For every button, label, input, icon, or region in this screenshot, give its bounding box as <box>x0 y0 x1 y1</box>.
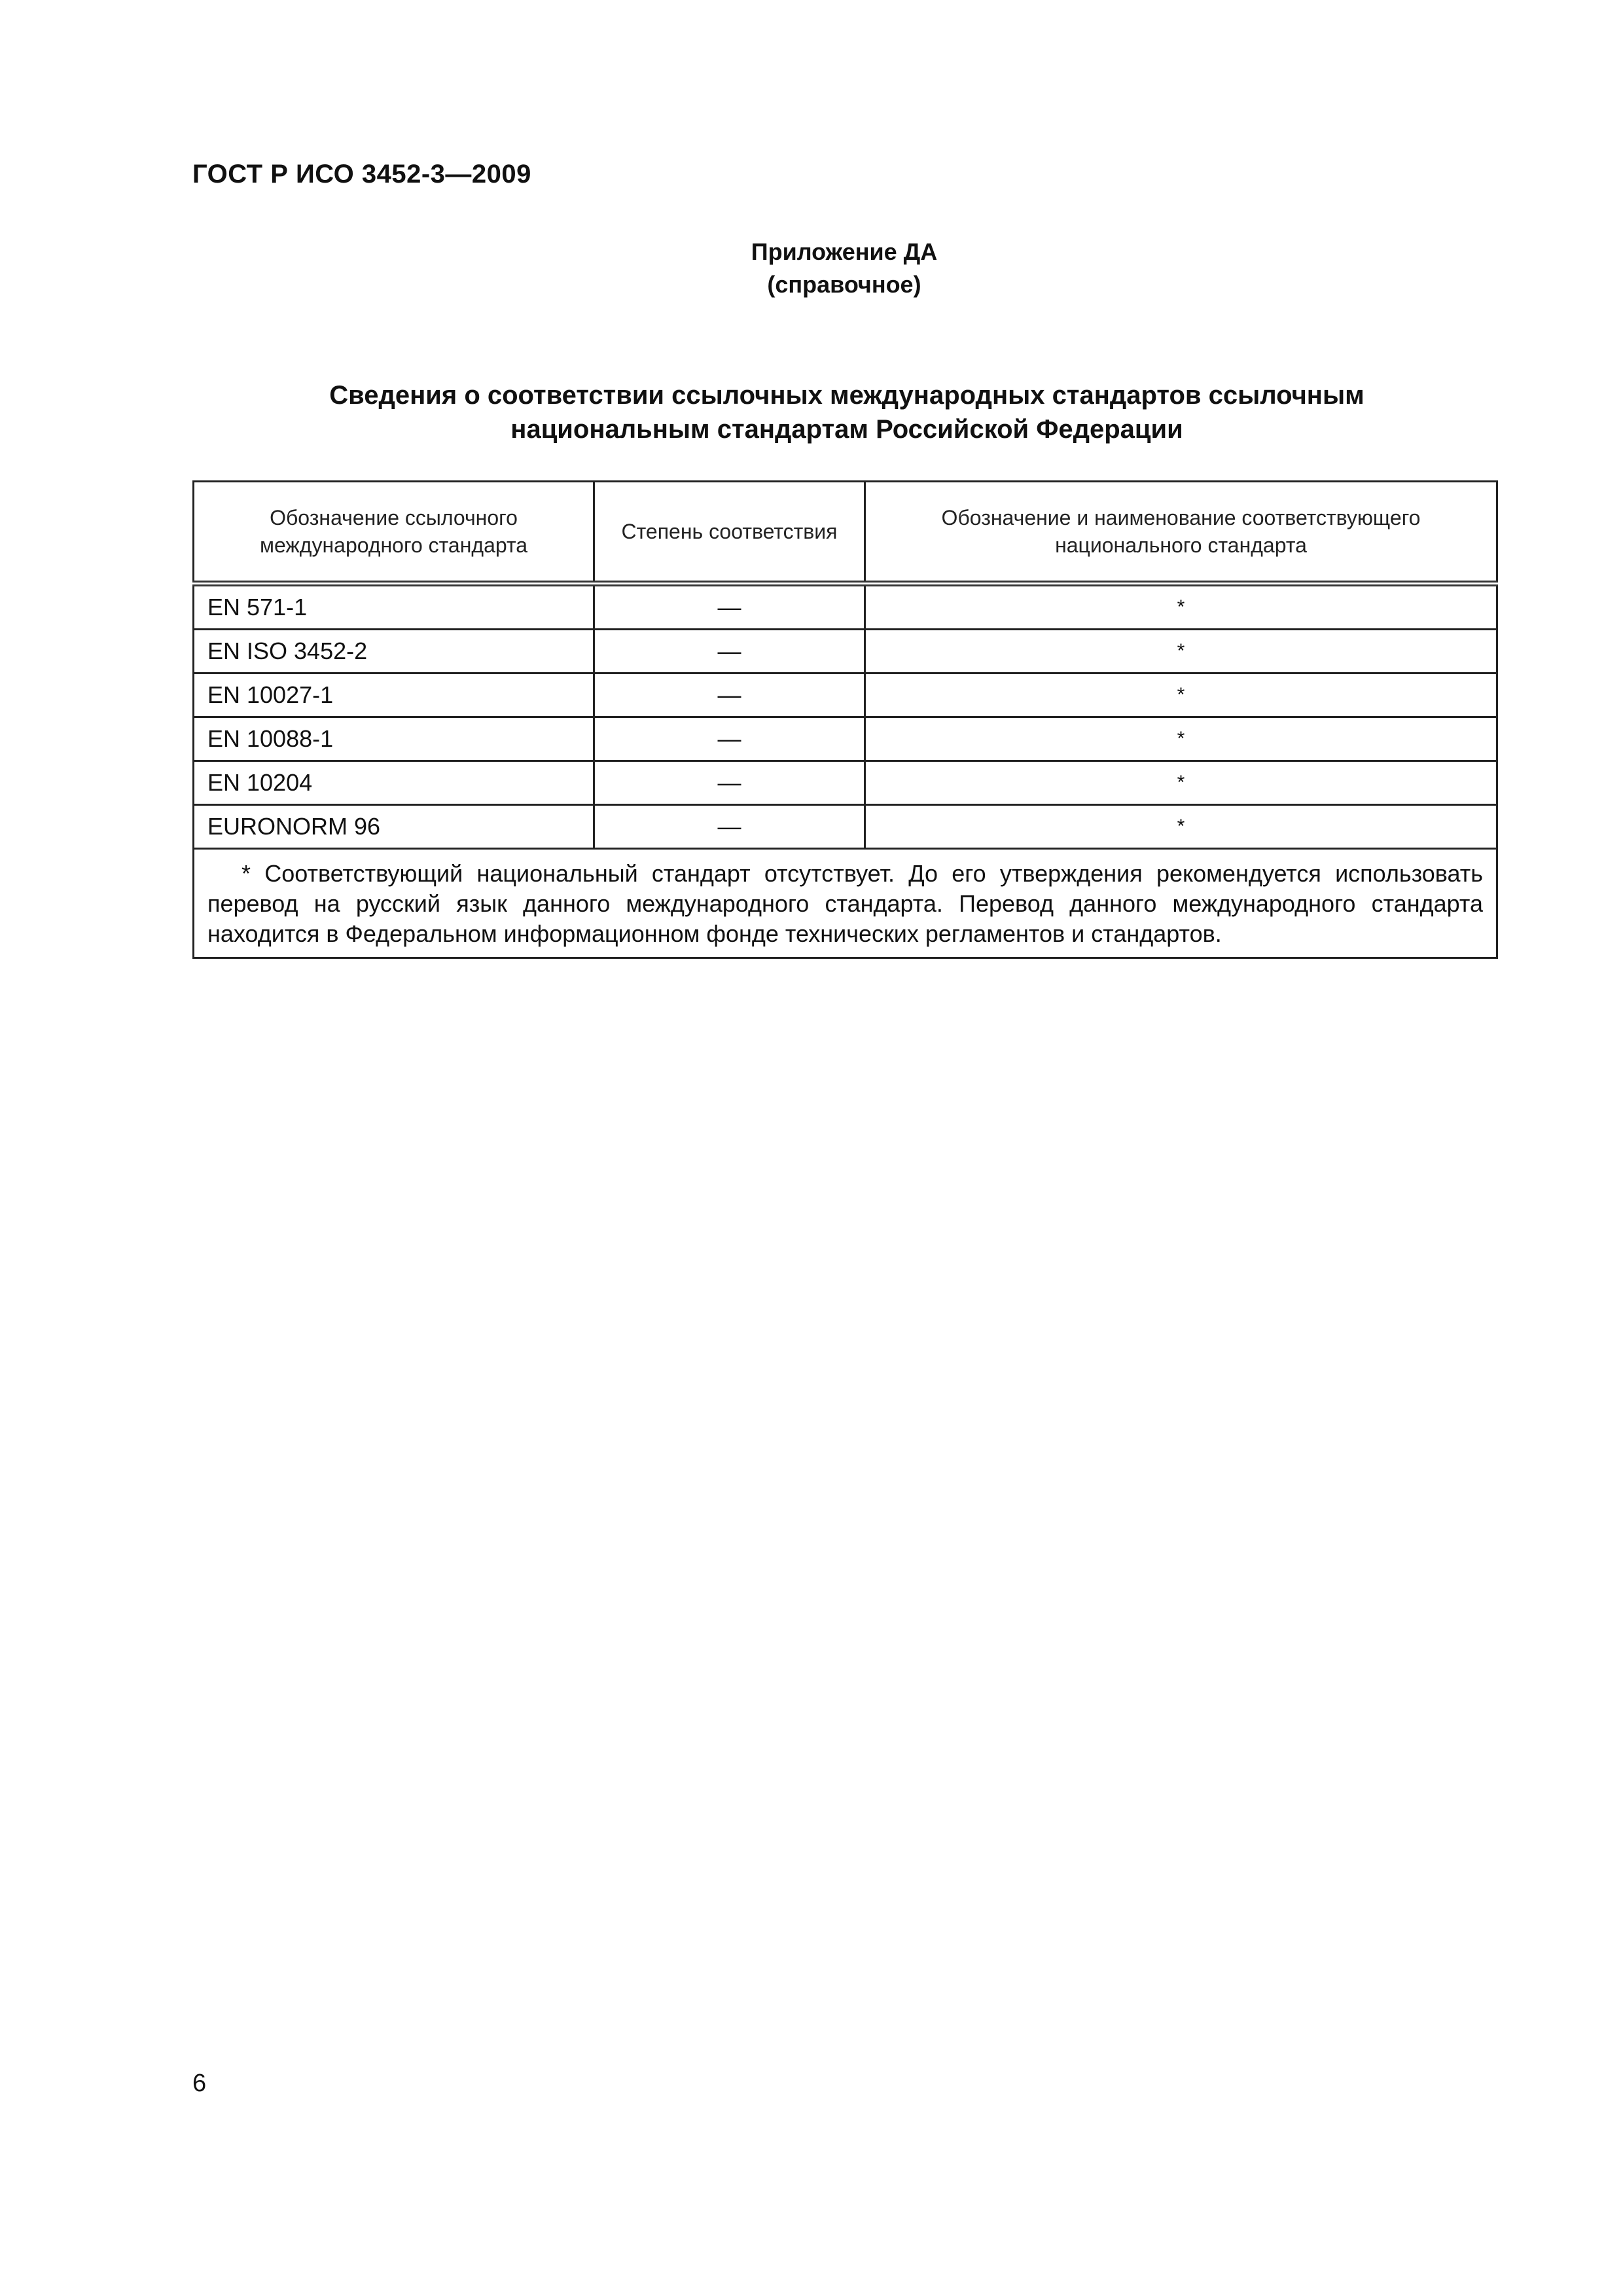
annex-type: (справочное) <box>767 271 921 298</box>
cell-degree: — <box>594 717 865 761</box>
cell-code: EURONORM 96 <box>194 805 594 849</box>
footnote-text: * Соответствующий национальный стандарт отсутствует. До его утверждения рекомендуется использовать перевод на русский язык данного международного стандарта. Перевод данного международного стандарта находится в Федеральном информационном фонде технических регламентов и стандартов. <box>207 860 1483 947</box>
annex-heading <box>713 236 975 301</box>
cell-code: EN 10088-1 <box>194 717 594 761</box>
cell-degree: — <box>594 805 865 849</box>
cell-degree: — <box>594 761 865 805</box>
column-header-international-code: Обозначение ссылочного международного стандарта <box>194 482 594 584</box>
document-code: ГОСТ Р ИСО 3452-3—2009 <box>192 160 531 188</box>
table-row <box>194 630 1497 673</box>
cell-code: EN ISO 3452-2 <box>194 630 594 673</box>
table-row <box>194 805 1497 849</box>
cell-national: * <box>865 805 1497 849</box>
cell-national: * <box>865 717 1497 761</box>
table-row <box>194 673 1497 717</box>
cell-code: EN 10027-1 <box>194 673 594 717</box>
table-footnote <box>194 849 1497 958</box>
table-row <box>194 584 1497 630</box>
section-title <box>192 378 1501 446</box>
table-footnote-row <box>194 849 1497 958</box>
column-header-national-standard: Обозначение и наименование соответствующего национального стандарта <box>865 482 1497 584</box>
cell-national: * <box>865 673 1497 717</box>
cell-code: EN 571-1 <box>194 584 594 630</box>
table-row <box>194 761 1497 805</box>
standards-table <box>192 480 1498 959</box>
page-number: 6 <box>192 2070 207 2097</box>
title-line-1: Сведения о соответствии ссылочных международных стандартов ссылочным <box>329 381 1364 410</box>
cell-national: * <box>865 761 1497 805</box>
title-line-2: национальным стандартам Российской Федерации <box>510 415 1183 444</box>
cell-code: EN 10204 <box>194 761 594 805</box>
cell-national: * <box>865 630 1497 673</box>
cell-degree: — <box>594 630 865 673</box>
annex-label: Приложение ДА <box>751 238 938 265</box>
table-header-row <box>194 482 1497 584</box>
column-header-degree: Степень соответствия <box>594 482 865 584</box>
cell-degree: — <box>594 584 865 630</box>
cell-national: * <box>865 584 1497 630</box>
cell-degree: — <box>594 673 865 717</box>
table-row <box>194 717 1497 761</box>
